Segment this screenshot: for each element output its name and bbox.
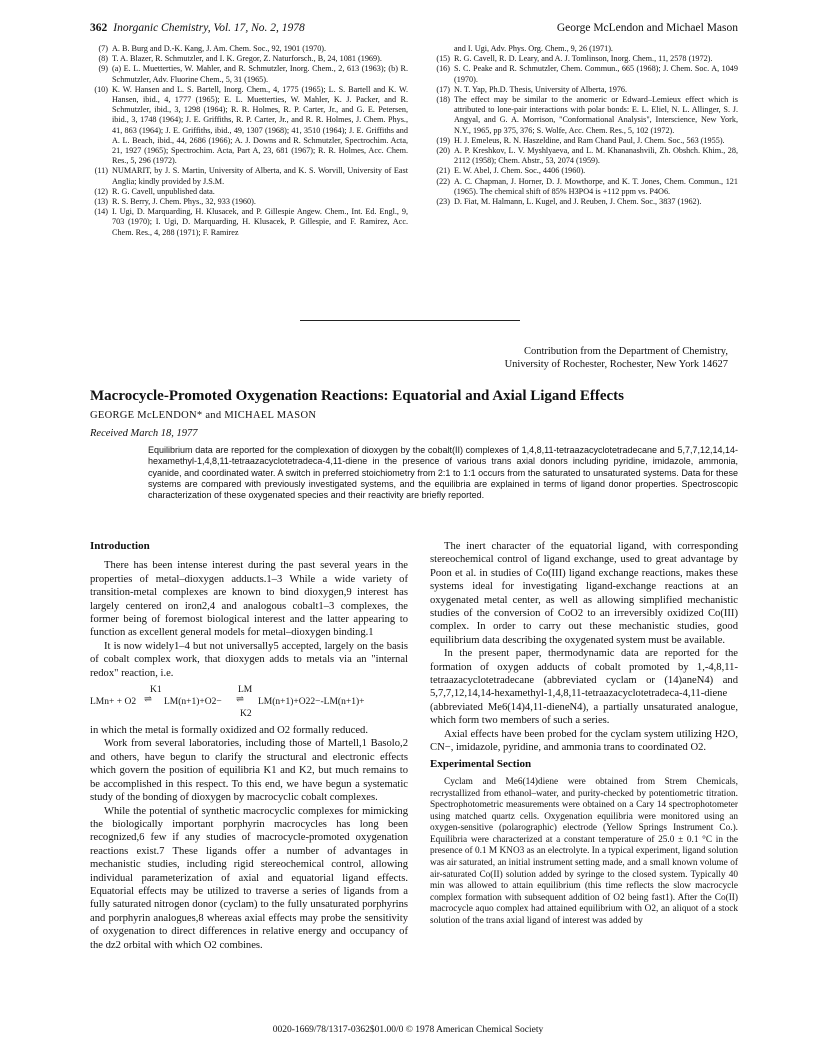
equation-product: LM(n+1)+O22−-LM(n+1)+: [258, 697, 365, 708]
reference-item: (23) D. Fiat, M. Halmann, L. Kugel, and J. Reuben, J. Chem. Soc., 3837 (1962).: [436, 197, 702, 207]
equilibrium-arrow-icon: ⇌: [144, 695, 152, 706]
header-authors: George McLendon and Michael Mason: [556, 22, 738, 34]
reference-item: (15) R. G. Cavell, R. D. Leary, and A. J. Tomlinson, Inorg. Chem., 11, 2578 (1972).: [436, 54, 713, 64]
equation-intermediate: LM(n+1)+O2−: [164, 697, 222, 708]
reference-item: (20) A. P. Kreshkov, L. V. Myshlyaeva, and L. M. Khananashvili, Zh. Obshch. Khim., 28, 2112 (1958); Chem. Abstr., 53, 2074 (1959).: [436, 146, 738, 166]
section-heading-experimental: Experimental Section: [430, 757, 532, 770]
paragraph: in which the metal is formally oxidized and O2 formally reduced.: [90, 725, 369, 737]
received-date: Received March 18, 1977: [90, 428, 198, 439]
body-left-column: [90, 540, 408, 952]
contribution-line-2: University of Rochester, Rochester, New York 14627: [504, 359, 728, 370]
contribution-note: [428, 345, 728, 371]
paragraph: Work from several laboratories, including those of Martell,1 Basolo,2 and others, have begun to clarify the structural and electronic effects which govern the position of equilibria K1 and K2, but much remains to be accomplished in this respect. To this end, we have begun a systematic study of the bonding of dioxygen by macrocyclic cobalt complexes.: [90, 738, 408, 804]
reference-item: (13) R. S. Berry, J. Chem. Phys., 32, 933 (1960).: [94, 197, 256, 207]
references-right-column: [432, 44, 738, 207]
reference-item: (17) N. T. Yap, Ph.D. Thesis, University of Alberta, 1976.: [436, 84, 628, 94]
section-heading-introduction: Introduction: [90, 540, 150, 552]
equation-reactants: LMn+ + O2: [90, 697, 137, 708]
article-authors: GEORGE McLENDON* and MICHAEL MASON: [90, 410, 317, 421]
equilibrium-arrow-icon: ⇌: [236, 695, 244, 706]
equation-lm: LM: [238, 685, 253, 696]
reference-item: (21) E. W. Abel, J. Chem. Soc., 4406 (1960).: [436, 166, 586, 176]
paragraph: Axial effects have been probed for the cyclam system utilizing H2O, CN−, imidazole, pyridine, and ammonia trans to coordinated O2.: [430, 728, 738, 754]
body-right-column: [430, 540, 738, 928]
reference-item: (11) NUMARIT, by J. S. Martin, University of Alberta, and K. S. Worvill, University of East Anglia; kindly provided by J.S.M.: [94, 166, 408, 186]
equation-k1: K1: [150, 685, 162, 696]
header-left: [90, 22, 305, 34]
reference-item: (7) A. B. Burg and D.-K. Kang, J. Am. Chem. Soc., 92, 1901 (1970).: [98, 44, 327, 53]
paragraph: It is now widely1–4 but not universally5 accepted, largely on the basis of cobalt complex work, that dioxygen adds to metals via an "internal redox" reaction, i.e.: [90, 640, 408, 679]
running-header: [90, 22, 738, 38]
paragraph: In the present paper, thermodynamic data are reported for the formation of oxygen adducts of cobalt promoted by 1,-4,8,11-tetraazacyclotetradecane (abbreviated cyclam or (14)aneN4) and 5,7,7,12,14,14-hexamethyl-1,4,8,11-tetraazacyclotetradeca-4,11-diene (abbreviated Me6(14)4,11-dieneN4), a partially unsaturated analogue, which form two members of such a series.: [430, 648, 738, 727]
reference-item: (9) (a) E. L. Muetterties, W. Mahler, and R. Schmutzler, Inorg. Chem., 2, 613 (1963); (b) R. Schmutzler, Adv. Fluorine Chem., 5, 31 (1965).: [98, 64, 408, 84]
reference-item: (14) I. Ugi, D. Marquarding, H. Klusacek, and P. Gillespie Angew. Chem., Int. Ed. Engl., 9, 703 (1970); I. Ugi, D. Marquarding, H. Klusacek, P. Gillespie, and F. Ramirez, Acc. Chem. Res., 4, 288 (1971); F. Ramirez: [94, 207, 408, 237]
paragraph: There has been intense interest during the past several years in the properties of metal–dioxygen adducts.1–3 While a wide variety of transition-metal complexes are known to bind dioxygen,9 interest has largely centered on iron2,4 and analogous cobalt1–3 complexes, the former being of foremost biological interest and the latter appearing to function as excellent general models for metal–dioxygen binding.1: [90, 560, 408, 639]
reference-item: (10) K. W. Hansen and L. S. Bartell, Inorg. Chem., 4, 1775 (1965); L. S. Bartell and K. W. Hansen, ibid., 4, 1777 (1965); E. L. Muetterties, W. Mahler, K. J. Packer, and R. Schmutzler, ibid., 3, 1298 (1964); R. R. Holmes, R. P. Carter, Jr., and G. E. Petersen, ibid., 3, 1748 (1964); J. E. Griffiths, R. P. Carter, Jr., and R. R. Holmes, J. Chem. Phys., 41, 863 (1964); J. E. Griffiths, ibid., 49, 1307 (1968); 41, 3510 (1964); J. E. Griffiths and A. L. Beach, ibid., 44, 2686 (1966); A. J. Downs and R. Schmutzler, Spectrochim. Acta, 21, 1927 (1965); Spectrochim. Acta, Part A, 23, 681 (1967); R. R. Holmes, Acc. Chem. Res., 5, 296 (1972).: [94, 84, 408, 166]
reference-item: (8) T. A. Blazer, R. Schmutzler, and I. K. Gregor, Z. Naturforsch., B, 24, 1081 (1969).: [98, 54, 382, 64]
reference-item: (19) H. J. Emeleus, R. N. Haszeldine, and Ram Chand Paul, J. Chem. Soc., 563 (1955).: [436, 135, 725, 145]
equation-k2: K2: [240, 709, 252, 720]
article-title: Macrocycle-Promoted Oxygenation Reactions: Equatorial and Axial Ligand Effects: [90, 388, 624, 404]
reference-item: and I. Ugi, Adv. Phys. Org. Chem., 9, 26 (1971).: [454, 44, 613, 53]
section-divider: [300, 320, 520, 321]
reaction-equation: [90, 684, 408, 720]
abstract: Equilibrium data are reported for the complexation of dioxygen by the cobalt(II) complexes of 1,4,8,11-tetraazacyclotetradecane and 5,7,7,12,14,14-hexamethyl-1,4,8,11-tetraazacyclotetradeca-4,11-diene in the presence of various trans axial donors including pyridine, imidazole, ammonia, cyanide, and coordinated water. A switch in preferred stoichiometry from 2:1 to 1:1 occurs from the saturated to unsaturated systems. Data for these systems are compared with previously investigated systems, and the equilibria are explained in terms of ligand donor properties. Spectroscopic characterization of these oxygenated species and their reactivity are briefly reported.: [148, 445, 738, 501]
reference-item: (12) R. G. Cavell, unpublished data.: [94, 186, 215, 196]
references-left-column: [90, 44, 408, 238]
page-number: 362: [90, 22, 108, 34]
paragraph: While the potential of synthetic macrocyclic complexes for mimicking the biologically important porphyrin macrocycles has long been recognized,6 few if any studies of macrocycle-promoted oxygenation reactions exist.7 These ligands offer a number of advantages in mechanistic studies, including rigid stereochemical control, allowing individual parameterization of axial and equatorial ligand effects. Equatorial effects may be utilized to traverse a series of ligands from a fully saturated nitrogen donor (cyclam) to the fully unsaturated porphyrins and porphyrin analogues,8 whereas axial effects may probe the sensitivity of oxygenation to direct differences in relative energy and occupancy of the dz2 orbital with which O2 combines.: [90, 805, 408, 951]
journal-citation: Inorganic Chemistry, Vol. 17, No. 2, 1978: [113, 22, 305, 34]
paragraph: The inert character of the equatorial ligand, with corresponding stereochemical control of ligand exchange, used to great advantage by Poon et al. in studies of Co(III) ligand exchange reactions, makes these systems ideal for investigating ligand-exchange reactions at an oxygenated metal center, as well as allowing simplified mechanistic studies of the conversion of CoO2 to an irreversibly oxidized Co(III) complex. In order to carry out these mechanistic studies, good equilibrium data describing the oxygenated system must be available.: [430, 541, 738, 646]
contribution-line-1: Contribution from the Department of Chemistry,: [523, 346, 728, 357]
reference-item: (18) The effect may be similar to the anomeric or Edward–Lemieux effect which is attributed to lone-pair interactions with polar bonds: E. L. Eliel, N. L. Allinger, S. J. Angyal, and G. A. Morrison, "Conformational Analysis", Interscience, New York, N.Y., 1965, pp 375, 376; S. Wolfe, Acc. Chem. Res., 5, 102 (1972).: [436, 95, 738, 135]
paragraph: Cyclam and Me6(14)diene were obtained from Strem Chemicals, recrystallized from ethanol–water, and purity-checked by potentiometric titration. Spectrophotometric measurements were obtained on a Cary 14 spectrophotometer using matched quartz cells. Oxygenation equilibria were monitored using an oxygen-sensitive (polarographic) electrode (Yellow Springs Instrument Co.). Equilibria were characterized at a constant temperature of 25.0 ± 0.1 °C in the presence of 0.1 M KNO3 as an electrolyte. In a typical experiment, ligand solution was air saturated, an initial instrument setting made, and a small known volume of air-saturated Co(II) solution added by syringe to the closed system. Typically 40 min was allowed to attain equilibrium (this time reflects the slow macrocycle complex formation with subsequent addition of O2 being fast1). After the Co(II) macrocycle aquo complex had attained equilibrium with O2, an aliquot of a stock solution of the trans axial ligand of interest was added by: [430, 776, 738, 927]
reference-item: (22) A. C. Chapman, J. Horner, D. J. Mowthorpe, and K. T. Jones, Chem. Commun., 121 (1965). The chemical shift of 85% H3PO4 is +112 ppm vs. P4O6.: [436, 176, 738, 196]
copyright-footer: 0020-1669/78/1317-0362$01.00/0 © 1978 American Chemical Society: [272, 1025, 544, 1035]
reference-item: (16) S. C. Peake and R. Schmutzler, Chem. Commun., 665 (1968); J. Chem. Soc. A, 1049 (1970).: [436, 64, 738, 84]
